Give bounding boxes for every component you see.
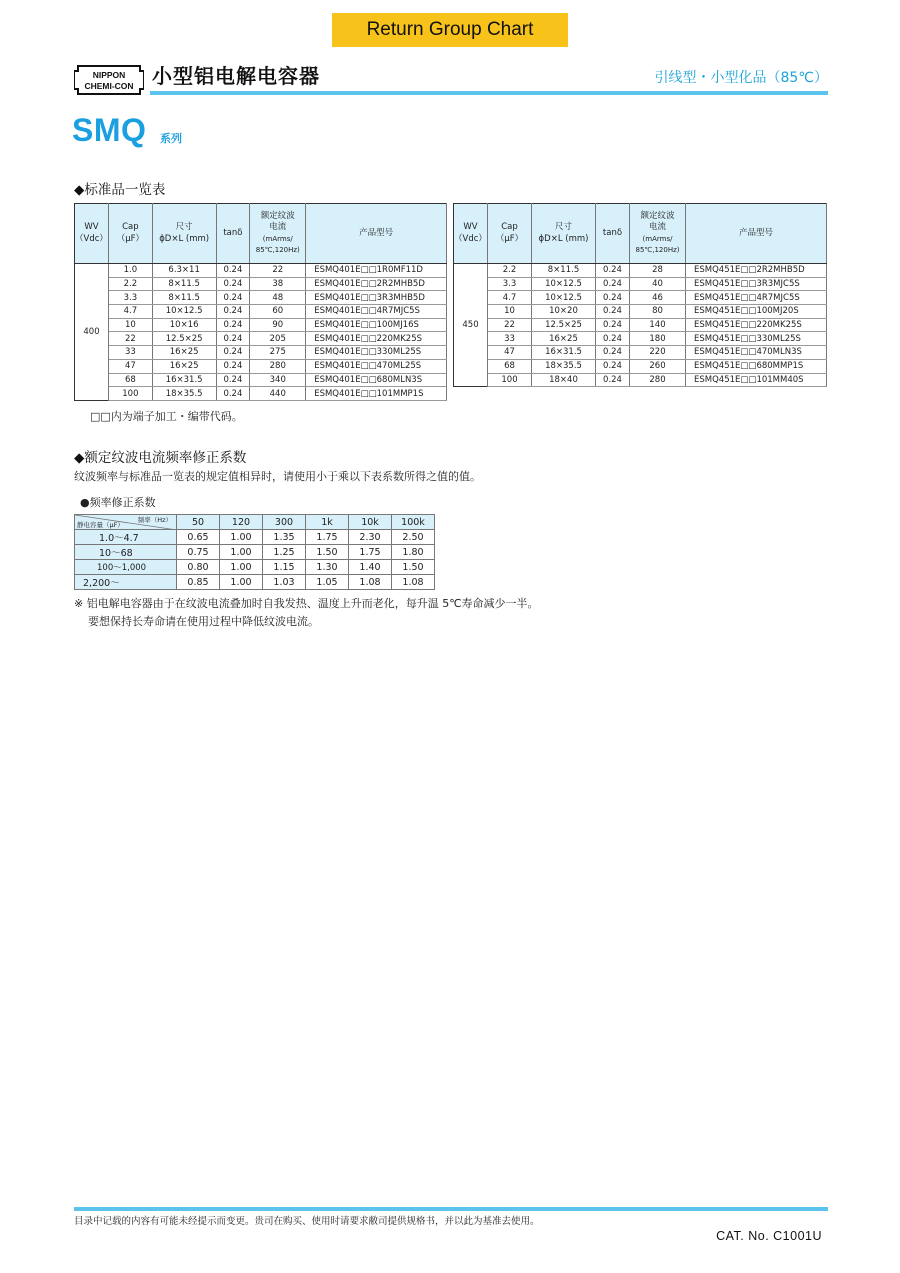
frequency-header: 100k <box>392 515 435 530</box>
part-number-cell: ESMQ401E□□101MMP1S <box>306 387 447 401</box>
coefficient-cell: 2.30 <box>349 530 392 545</box>
tan-cell: 0.24 <box>216 359 250 373</box>
size-cell: 16×25 <box>152 346 216 360</box>
coefficient-cell: 1.25 <box>263 545 306 560</box>
header-wv: WV （Vdc） <box>454 204 488 264</box>
size-cell: 8×11.5 <box>532 264 596 278</box>
ripple-cell: 280 <box>250 359 306 373</box>
tan-cell: 0.24 <box>596 346 630 360</box>
spec-table-400v <box>74 203 447 401</box>
table-row <box>454 359 827 373</box>
svg-text:CHEMI-CON: CHEMI-CON <box>84 81 134 91</box>
frequency-header: 1k <box>306 515 349 530</box>
lifetime-note: ※ 铝电解电容器由于在纹波电流叠加时自我发热、温度上升而老化，每升温 5℃寿命减少一半。 <box>74 597 539 610</box>
table-row <box>75 359 447 373</box>
ripple-cell: 48 <box>250 291 306 305</box>
capacitance-range-cell: 10～68 <box>75 545 177 560</box>
frequency-table-title: ●频率修正系数 <box>80 496 156 509</box>
size-cell: 10×16 <box>152 318 216 332</box>
size-cell: 8×11.5 <box>152 277 216 291</box>
coefficient-cell: 1.05 <box>306 575 349 590</box>
size-cell: 8×11.5 <box>152 291 216 305</box>
spec-section-title: ◆标准品一览表 <box>74 182 166 198</box>
ripple-section-description: 纹波频率与标准品一览表的规定值相异时，请使用小于乘以下表系数所得之值的值。 <box>74 470 481 483</box>
size-cell: 10×20 <box>532 305 596 319</box>
coefficient-cell: 0.75 <box>177 545 220 560</box>
part-number-cell: ESMQ451E□□680MMP1S <box>686 359 827 373</box>
ripple-cell: 260 <box>630 359 686 373</box>
part-number-cell: ESMQ451E□□470MLN3S <box>686 346 827 360</box>
coefficient-cell: 1.35 <box>263 530 306 545</box>
coefficient-cell: 1.00 <box>220 530 263 545</box>
coefficient-cell: 1.03 <box>263 575 306 590</box>
size-cell: 18×35.5 <box>532 359 596 373</box>
coefficient-cell: 1.50 <box>306 545 349 560</box>
cap-cell: 22 <box>108 332 152 346</box>
cap-cell: 2.2 <box>488 264 532 278</box>
document-subtitle: 引线型・小型化品（85℃） <box>654 70 828 86</box>
table-row <box>454 277 827 291</box>
return-group-chart-button[interactable]: Return Group Chart <box>332 13 568 47</box>
coefficient-cell: 1.75 <box>349 545 392 560</box>
cap-cell: 68 <box>108 373 152 387</box>
table-row <box>454 373 827 387</box>
size-cell: 18×40 <box>532 373 596 387</box>
coefficient-cell: 1.08 <box>392 575 435 590</box>
table-row <box>75 277 447 291</box>
ripple-cell: 22 <box>250 264 306 278</box>
tan-cell: 0.24 <box>596 291 630 305</box>
cap-cell: 47 <box>108 359 152 373</box>
capacitance-range-cell: 100～1,000 <box>75 560 177 575</box>
part-number-cell: ESMQ451E□□2R2MHB5D <box>686 264 827 278</box>
cap-cell: 100 <box>108 387 152 401</box>
footer-rule <box>74 1207 828 1211</box>
frequency-header: 300 <box>263 515 306 530</box>
part-number-cell: ESMQ401E□□3R3MHB5D <box>306 291 447 305</box>
table-row <box>75 560 435 575</box>
cap-cell: 4.7 <box>108 305 152 319</box>
part-number-cell: ESMQ451E□□330ML25S <box>686 332 827 346</box>
table-row <box>454 291 827 305</box>
ripple-cell: 46 <box>630 291 686 305</box>
part-number-cell: ESMQ401E□□220MK25S <box>306 332 447 346</box>
cap-cell: 33 <box>108 346 152 360</box>
coefficient-cell: 1.00 <box>220 545 263 560</box>
tan-cell: 0.24 <box>216 264 250 278</box>
cap-cell: 3.3 <box>108 291 152 305</box>
part-number-cell: ESMQ401E□□330ML25S <box>306 346 447 360</box>
coefficient-cell: 2.50 <box>392 530 435 545</box>
coefficient-cell: 1.00 <box>220 575 263 590</box>
series-name: SMQ <box>72 112 147 148</box>
ripple-cell: 275 <box>250 346 306 360</box>
cap-cell: 47 <box>488 346 532 360</box>
part-number-cell: ESMQ451E□□220MK25S <box>686 318 827 332</box>
document-title: 小型铝电解电容器 <box>152 64 320 88</box>
part-number-cell: ESMQ401E□□4R7MJC5S <box>306 305 447 319</box>
table-row <box>75 373 447 387</box>
ripple-cell: 140 <box>630 318 686 332</box>
cap-cell: 68 <box>488 359 532 373</box>
frequency-header: 120 <box>220 515 263 530</box>
header-ripple: 额定纹波 电流 (mArms/ 85℃,120Hz) <box>630 204 686 264</box>
terminal-code-note: □□内为端子加工・编带代码。 <box>90 410 243 423</box>
part-number-cell: ESMQ451E□□100MJ20S <box>686 305 827 319</box>
tan-cell: 0.24 <box>216 373 250 387</box>
tan-cell: 0.24 <box>596 305 630 319</box>
ripple-cell: 205 <box>250 332 306 346</box>
frequency-header: 50 <box>177 515 220 530</box>
ripple-section-title: ◆额定纹波电流频率修正系数 <box>74 450 247 466</box>
coefficient-cell: 0.80 <box>177 560 220 575</box>
table-row <box>75 291 447 305</box>
coefficient-cell: 1.00 <box>220 560 263 575</box>
header-tan: tanδ <box>596 204 630 264</box>
table-row <box>454 264 827 278</box>
tan-cell: 0.24 <box>216 346 250 360</box>
coefficient-cell: 1.30 <box>306 560 349 575</box>
cap-cell: 33 <box>488 332 532 346</box>
catalog-number: CAT. No. C1001U <box>716 1229 822 1243</box>
size-cell: 16×31.5 <box>532 346 596 360</box>
ripple-cell: 60 <box>250 305 306 319</box>
nippon-chemi-con-logo <box>74 63 144 97</box>
tan-cell: 0.24 <box>216 318 250 332</box>
tan-cell: 0.24 <box>596 277 630 291</box>
size-cell: 12.5×25 <box>152 332 216 346</box>
ripple-cell: 90 <box>250 318 306 332</box>
cap-cell: 10 <box>108 318 152 332</box>
ripple-cell: 280 <box>630 373 686 387</box>
capacitance-range-cell: 1.0～4.7 <box>75 530 177 545</box>
table-row <box>75 318 447 332</box>
capacitance-range-cell: 2,200～ <box>75 575 177 590</box>
table-row <box>454 318 827 332</box>
table-row <box>75 264 447 278</box>
ripple-cell: 220 <box>630 346 686 360</box>
wv-cell: 400 <box>75 264 109 401</box>
corner-capacitance-label: 静电容量（μF） <box>77 521 124 529</box>
cap-cell: 22 <box>488 318 532 332</box>
footer-disclaimer: 目录中记载的内容有可能未经提示而变更。贵司在购买、使用时请要求敝司提供规格书，并以此为基准去使用。 <box>74 1216 540 1227</box>
tan-cell: 0.24 <box>216 387 250 401</box>
cap-cell: 4.7 <box>488 291 532 305</box>
cap-cell: 1.0 <box>108 264 152 278</box>
cap-cell: 3.3 <box>488 277 532 291</box>
ripple-cell: 440 <box>250 387 306 401</box>
header-wv: WV （Vdc） <box>75 204 109 264</box>
size-cell: 16×25 <box>152 359 216 373</box>
cap-cell: 2.2 <box>108 277 152 291</box>
ripple-cell: 180 <box>630 332 686 346</box>
size-cell: 10×12.5 <box>532 277 596 291</box>
frequency-correction-table <box>74 514 435 590</box>
ripple-cell: 340 <box>250 373 306 387</box>
size-cell: 16×31.5 <box>152 373 216 387</box>
size-cell: 16×25 <box>532 332 596 346</box>
cap-cell: 10 <box>488 305 532 319</box>
table-row <box>454 305 827 319</box>
corner-frequency-label: 频率（Hz） <box>137 516 172 524</box>
header-cap: Cap （μF） <box>488 204 532 264</box>
coefficient-cell: 0.65 <box>177 530 220 545</box>
title-rule <box>150 91 828 95</box>
coefficient-cell: 1.08 <box>349 575 392 590</box>
size-cell: 6.3×11 <box>152 264 216 278</box>
ripple-cell: 40 <box>630 277 686 291</box>
table-row <box>75 332 447 346</box>
part-number-cell: ESMQ401E□□1R0MF11D <box>306 264 447 278</box>
table-row <box>75 305 447 319</box>
header-size: 尺寸 ϕD×L (mm) <box>152 204 216 264</box>
size-cell: 12.5×25 <box>532 318 596 332</box>
table-row <box>75 545 435 560</box>
table-row <box>454 332 827 346</box>
coefficient-cell: 0.85 <box>177 575 220 590</box>
frequency-header: 10k <box>349 515 392 530</box>
size-cell: 18×35.5 <box>152 387 216 401</box>
table-row <box>75 575 435 590</box>
tan-cell: 0.24 <box>216 291 250 305</box>
tan-cell: 0.24 <box>596 264 630 278</box>
header-size: 尺寸 ϕD×L (mm) <box>532 204 596 264</box>
header-part-number: 产品型号 <box>306 204 447 264</box>
part-number-cell: ESMQ401E□□680MLN3S <box>306 373 447 387</box>
tan-cell: 0.24 <box>596 332 630 346</box>
tan-cell: 0.24 <box>216 277 250 291</box>
coefficient-cell: 1.40 <box>349 560 392 575</box>
wv-cell: 450 <box>454 264 488 387</box>
table-row <box>75 387 447 401</box>
header-cap: Cap （μF） <box>108 204 152 264</box>
tan-cell: 0.24 <box>216 305 250 319</box>
coefficient-cell: 1.80 <box>392 545 435 560</box>
size-cell: 10×12.5 <box>532 291 596 305</box>
coefficient-cell: 1.50 <box>392 560 435 575</box>
tan-cell: 0.24 <box>216 332 250 346</box>
lifetime-note-continued: 要想保持长寿命请在使用过程中降低纹波电流。 <box>88 615 319 628</box>
ripple-cell: 38 <box>250 277 306 291</box>
header-tan: tanδ <box>216 204 250 264</box>
table-row <box>75 346 447 360</box>
tan-cell: 0.24 <box>596 318 630 332</box>
svg-text:NIPPON: NIPPON <box>92 70 126 80</box>
tan-cell: 0.24 <box>596 373 630 387</box>
part-number-cell: ESMQ451E□□4R7MJC5S <box>686 291 827 305</box>
part-number-cell: ESMQ401E□□470ML25S <box>306 359 447 373</box>
series-suffix: 系列 <box>160 132 182 145</box>
part-number-cell: ESMQ401E□□2R2MHB5D <box>306 277 447 291</box>
coefficient-cell: 1.15 <box>263 560 306 575</box>
tan-cell: 0.24 <box>596 359 630 373</box>
ripple-cell: 80 <box>630 305 686 319</box>
part-number-cell: ESMQ451E□□101MM40S <box>686 373 827 387</box>
table-row <box>454 346 827 360</box>
cap-cell: 100 <box>488 373 532 387</box>
header-ripple: 额定纹波 电流 (mArms/ 85℃,120Hz) <box>250 204 306 264</box>
part-number-cell: ESMQ451E□□3R3MJC5S <box>686 277 827 291</box>
table-row <box>75 530 435 545</box>
header-part-number: 产品型号 <box>686 204 827 264</box>
spec-table-450v <box>453 203 827 387</box>
corner-header <box>75 515 177 530</box>
ripple-cell: 28 <box>630 264 686 278</box>
size-cell: 10×12.5 <box>152 305 216 319</box>
coefficient-cell: 1.75 <box>306 530 349 545</box>
part-number-cell: ESMQ401E□□100MJ16S <box>306 318 447 332</box>
